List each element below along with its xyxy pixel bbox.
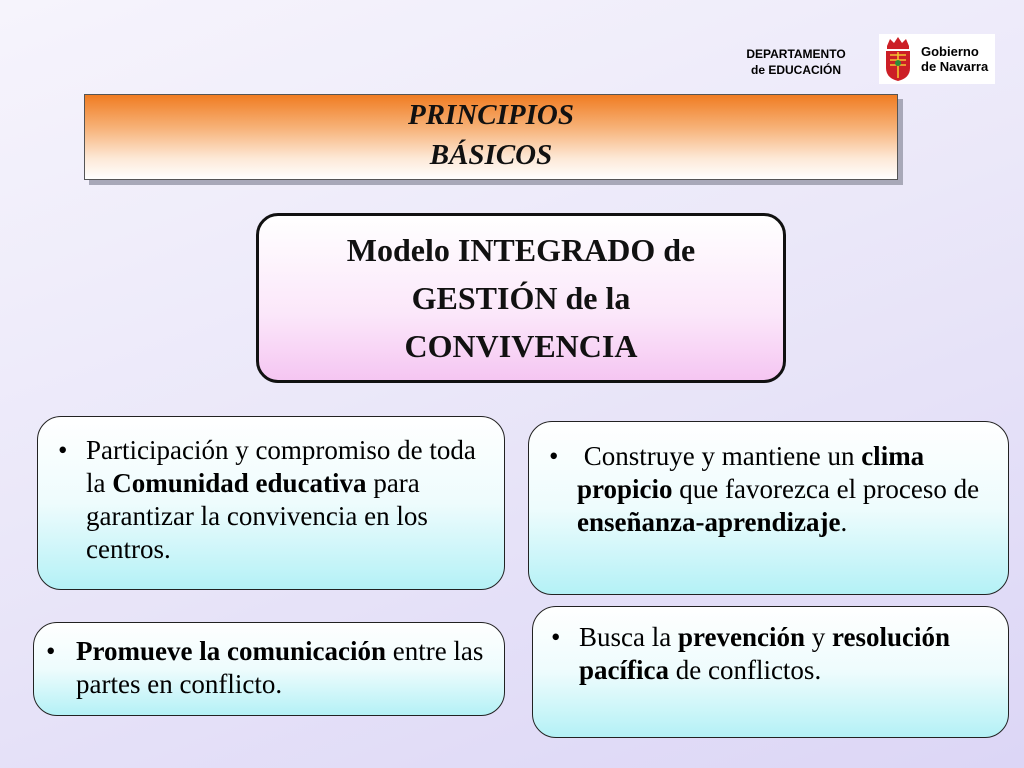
department-label — [722, 46, 870, 78]
gobierno-navarra-logo — [879, 34, 995, 84]
participation-text — [86, 434, 496, 566]
bold-segment: clima propicio — [577, 441, 925, 504]
prevention-text — [579, 621, 999, 687]
bullet-icon: • — [46, 636, 56, 666]
text-segment: que favorezca el proceso de — [672, 474, 986, 504]
text-segment: entre las partes en conflicto. — [76, 636, 491, 699]
logo-text-line-2: de Navarra — [921, 59, 989, 74]
title-banner — [84, 94, 898, 180]
model-line-3: CONVIVENCIA — [404, 328, 638, 364]
prevention-box — [532, 606, 1009, 738]
text-segment: Busca la — [579, 622, 678, 652]
bullet-icon: • — [58, 435, 68, 465]
participation-box — [37, 416, 505, 590]
logo-text-line-1: Gobierno — [921, 44, 979, 59]
text-segment: para garantizar la convivencia en los centros. — [86, 468, 435, 564]
communication-text — [76, 635, 496, 701]
bold-segment: prevención — [677, 622, 805, 652]
department-line-1: DEPARTAMENTO — [746, 47, 846, 61]
climate-text — [577, 440, 997, 539]
title-line-2: BÁSICOS — [429, 139, 553, 171]
title-line-1: PRINCIPIOS — [408, 99, 574, 131]
bold-segment: resolución pacífica — [579, 622, 950, 685]
model-box — [256, 213, 786, 383]
communication-box — [33, 622, 505, 716]
bold-segment: Comunidad educativa — [112, 468, 367, 498]
text-segment: . — [840, 507, 848, 537]
text-segment: Participación y compromiso de toda la — [86, 435, 483, 498]
bullet-icon: • — [549, 441, 559, 471]
model-line-2: GESTIÓN de la — [411, 280, 631, 316]
model-line-1: Modelo INTEGRADO de — [346, 232, 696, 268]
text-segment: y — [804, 622, 832, 652]
bold-segment: Promueve la comunicación — [76, 636, 386, 666]
logo-text — [921, 44, 988, 74]
text-segment: Construye y mantiene un — [577, 441, 862, 471]
bold-segment: enseñanza-aprendizaje — [577, 507, 841, 537]
text-segment: de conflictos. — [668, 655, 822, 685]
model-text — [347, 226, 695, 370]
department-line-2: de EDUCACIÓN — [750, 63, 841, 77]
climate-box — [528, 421, 1009, 595]
navarra-crest-icon — [879, 34, 917, 84]
bullet-icon: • — [551, 622, 561, 652]
